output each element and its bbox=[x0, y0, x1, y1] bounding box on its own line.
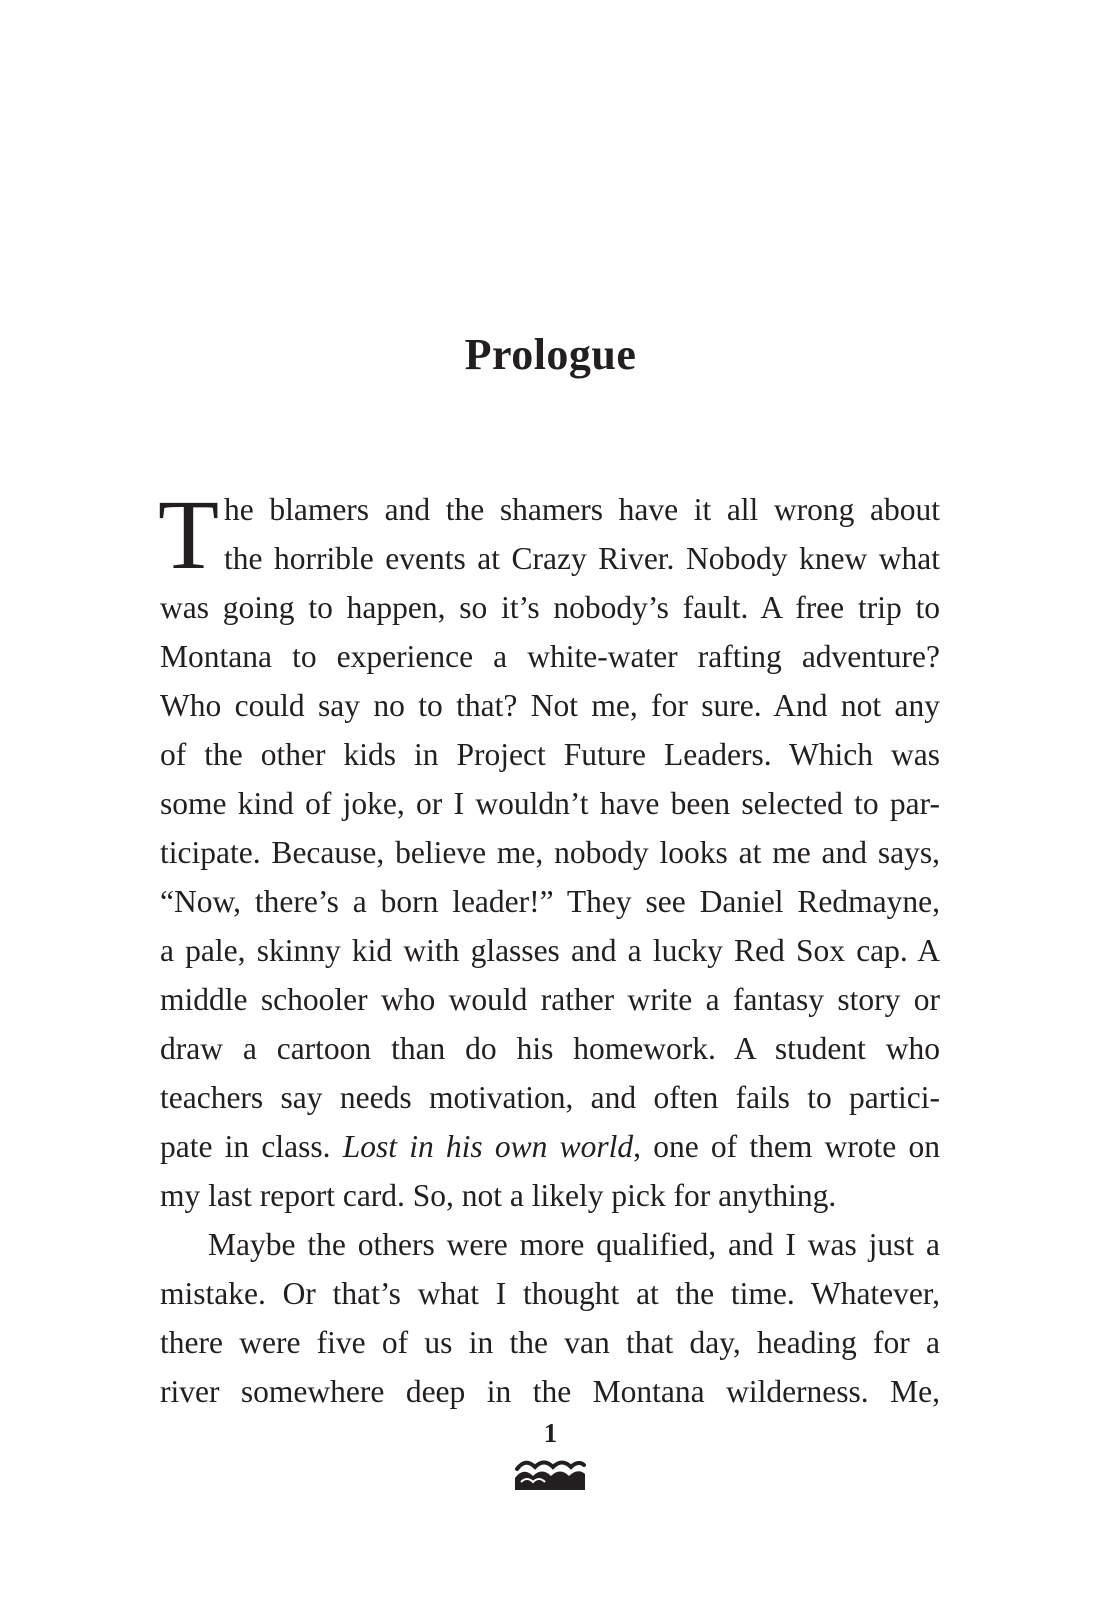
text-line: Montana to experience a white-water rafting adventure? bbox=[160, 639, 940, 674]
waves-icon bbox=[513, 1456, 587, 1492]
text-line: was going to happen, so it’s nobody’s fault. A free trip to bbox=[160, 590, 940, 625]
italic-text: Lost in his own world bbox=[342, 1129, 634, 1164]
text-line: some kind of joke, or I wouldn’t have been selected to par- bbox=[160, 786, 940, 821]
text-line bbox=[160, 1122, 940, 1171]
text-line: mistake. Or that’s what I thought at the time. Whatever, bbox=[160, 1276, 940, 1311]
drop-cap: T bbox=[158, 479, 220, 590]
text-line: my last report card. So, not a likely pick for anything. bbox=[160, 1178, 837, 1213]
text-line: middle schooler who would rather write a fantasy story or bbox=[160, 982, 940, 1017]
text-run: , one of them wrote on bbox=[633, 1129, 940, 1164]
text-line: there were five of us in the van that day, heading for a bbox=[160, 1325, 940, 1360]
text-line: Who could say no to that? Not me, for sure. And not any bbox=[160, 688, 940, 723]
text-run: pate in class. bbox=[160, 1129, 343, 1164]
text-line: teachers say needs motivation, and often fails to partici- bbox=[160, 1080, 940, 1115]
text-line: ticipate. Because, believe me, nobody looks at me and says, bbox=[160, 835, 940, 870]
text-line: draw a cartoon than do his homework. A student who bbox=[160, 1031, 940, 1066]
text-line: river somewhere deep in the Montana wilderness. Me, bbox=[160, 1374, 940, 1409]
body-text bbox=[158, 479, 940, 1416]
chapter-title: Prologue bbox=[464, 330, 637, 379]
text-line: Maybe the others were more qualified, and I was just a bbox=[208, 1227, 940, 1262]
text-line: he blamers and the shamers have it all wrong about bbox=[224, 492, 940, 527]
text-line: the horrible events at Crazy River. Nobody knew what bbox=[224, 541, 940, 576]
text-line: of the other kids in Project Future Leaders. Which was bbox=[160, 737, 940, 772]
page-number: 1 bbox=[543, 1418, 558, 1448]
text-line: a pale, skinny kid with glasses and a lucky Red Sox cap. A bbox=[160, 933, 940, 968]
text-line: “Now, there’s a born leader!” They see Daniel Redmayne, bbox=[160, 884, 940, 919]
